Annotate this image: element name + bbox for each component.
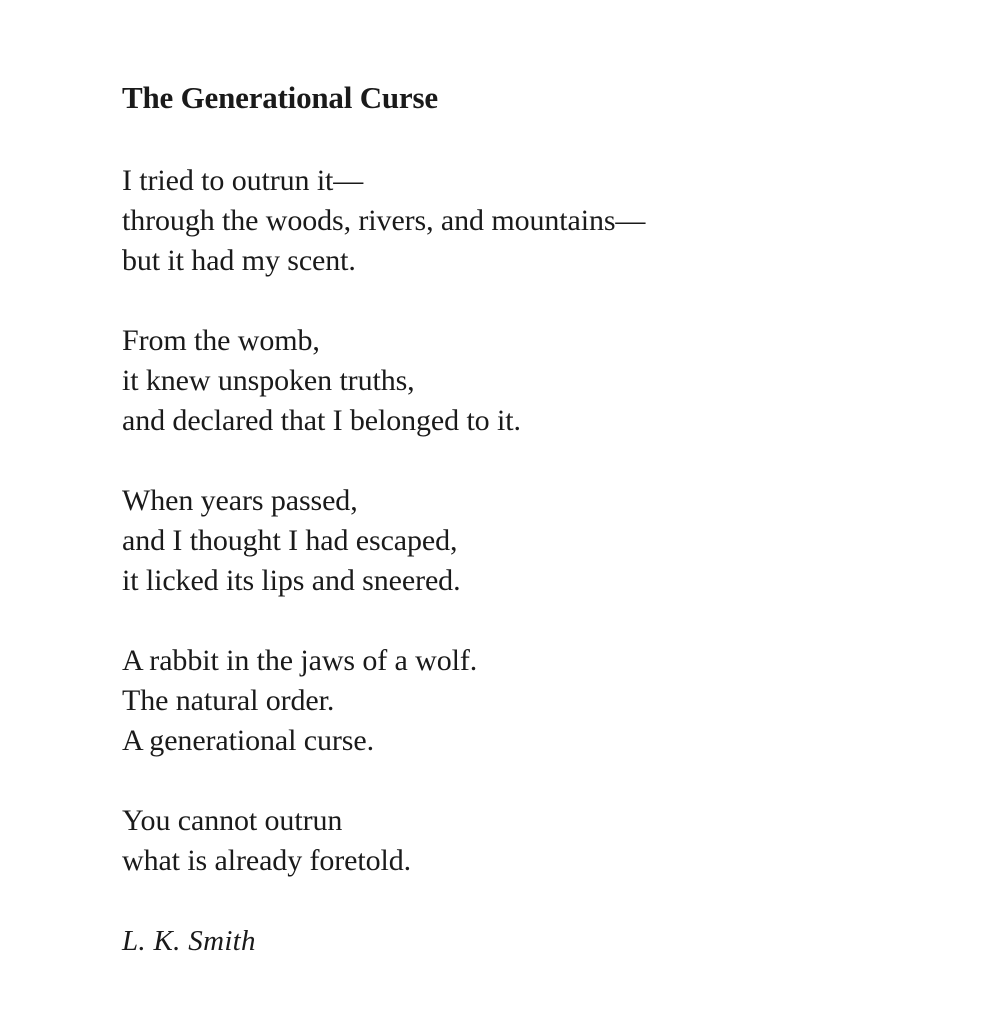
poem-line: but it had my scent. [122, 244, 356, 277]
poem-title: The Generational Curse [122, 80, 438, 115]
poem-line: The natural order. [122, 684, 335, 717]
poem-author: L. K. Smith [122, 925, 256, 957]
stanza-4 [122, 641, 962, 761]
poem-line: When years passed, [122, 484, 358, 517]
stanza-3 [122, 481, 962, 601]
poem-line: it knew unspoken truths, [122, 364, 415, 397]
stanza-2 [122, 321, 962, 441]
stanza-5 [122, 801, 962, 881]
poem-line: I tried to outrun it— [122, 164, 364, 197]
poem-line: From the womb, [122, 324, 320, 357]
stanza-1 [122, 161, 962, 281]
poem-line: through the woods, rivers, and mountains— [122, 204, 646, 237]
poem-line: it licked its lips and sneered. [122, 564, 461, 597]
poem-line: and I thought I had escaped, [122, 524, 458, 557]
poem-line: A generational curse. [122, 724, 374, 757]
poem-line: A rabbit in the jaws of a wolf. [122, 644, 478, 677]
poem-line: what is already foretold. [122, 844, 412, 877]
poem-line: You cannot outrun [122, 804, 343, 837]
poem-page [122, 78, 962, 961]
poem-line: and declared that I belonged to it. [122, 404, 521, 437]
